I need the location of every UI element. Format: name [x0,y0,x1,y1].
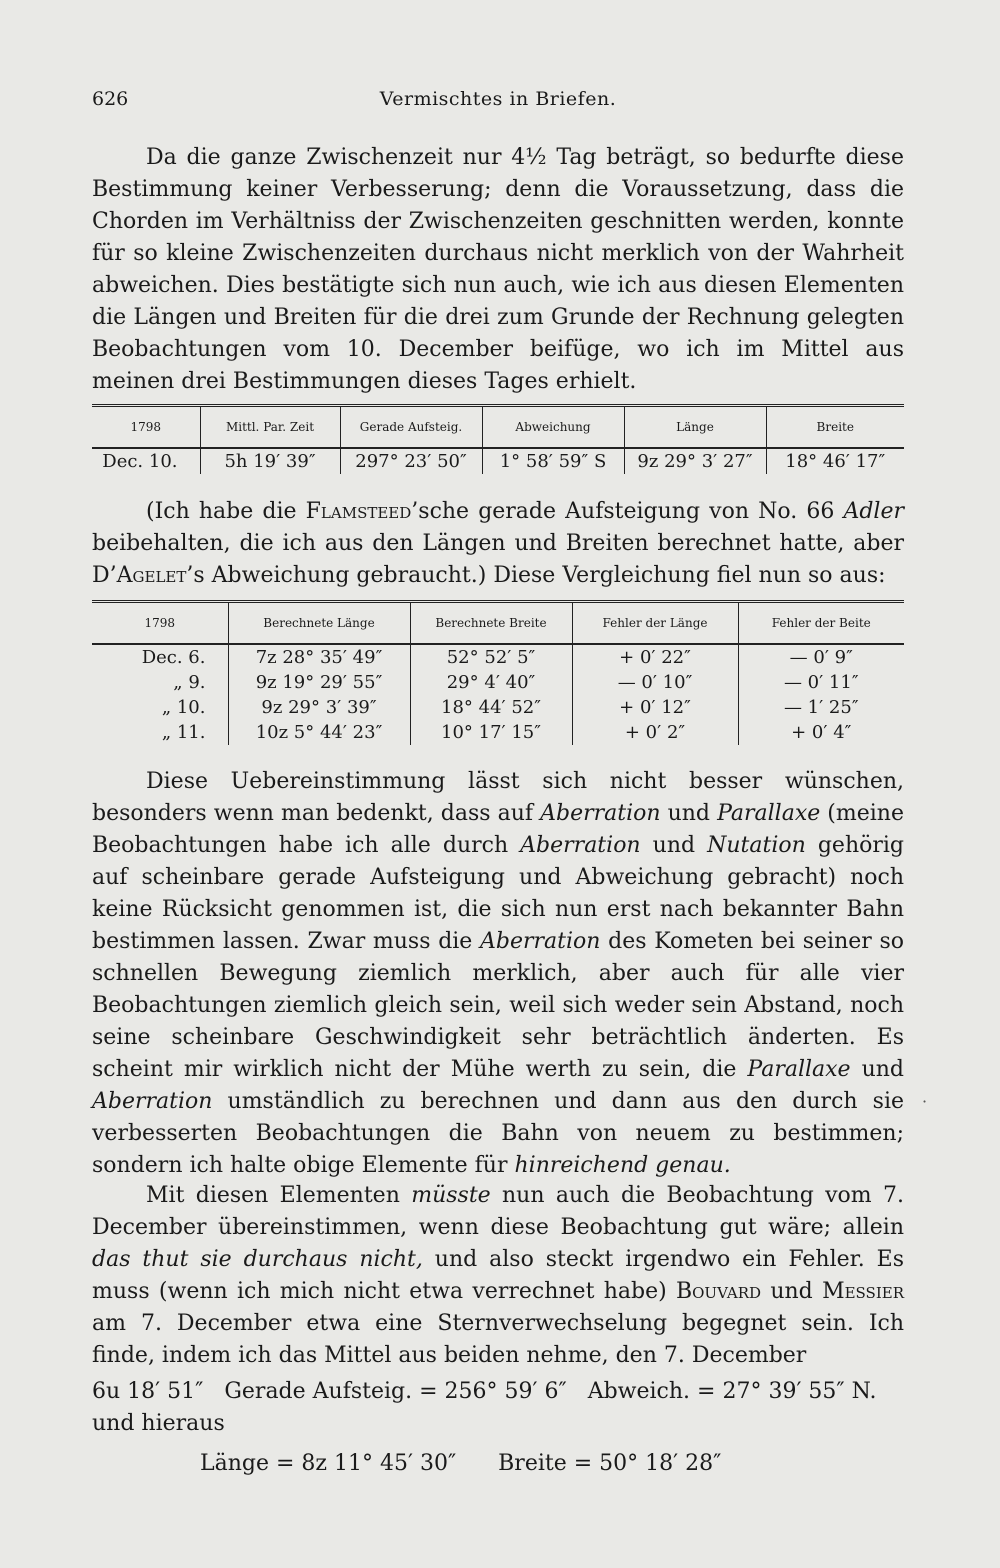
table-cell: 5h 19′ 39″ [200,448,340,474]
emphasis: müsste [411,1183,491,1208]
table-cell: 18° 44′ 52″ [410,695,572,720]
running-title: Vermischtes in Briefen. [379,88,617,110]
table-row [92,695,904,720]
table-cell: 18° 46′ 17″ [766,448,904,474]
table-cell: + 0′ 4″ [738,720,904,745]
table-cell: „ 9. [173,672,206,693]
table-cell: 297° 23′ 50″ [340,448,482,474]
text-run: Diese Uebereinstimmung lässt sich nicht besser wünschen, besonders wenn man bedenkt, dass auf [92,769,904,826]
column-header: Gerade Aufsteig. [340,406,482,449]
table-cell: 10° 17′ 15″ [410,720,572,745]
text-run: umständlich zu berechnen und dann aus den durch sie verbesserten Beobachtungen die Bahn von neuem zu bestimmen; sondern ich halte obige Elemente für [92,1089,904,1178]
emphasis: Aberration [92,1089,213,1114]
table-observation-dec10 [92,404,904,474]
table-cell: + 0′ 22″ [572,644,738,670]
paragraph-2 [92,496,904,592]
text-run: am 7. December etwa eine Sternverwechselung begegnet sein. Ich finde, indem ich das Mittel aus beiden nehme, den 7. December [92,1311,904,1368]
table-cell: 9z 29° 3′ 27″ [624,448,766,474]
text-run: und [850,1057,905,1082]
column-header: Länge [624,406,766,449]
text-run: gehörig auf scheinbare gerade Aufsteigung und Abweichung gebracht) noch keine Rücksicht genommen ist, die sich nun erst nach bekannter Bahn bestimmen lassen. Zwar muss die [92,833,904,954]
person-name: Flamsteed [305,499,412,524]
person-name: Messier [822,1279,904,1304]
table-cell: — 0′ 11″ [738,670,904,695]
text-run: (meine Beobachtungen habe ich alle durch [92,801,904,858]
emphasis: Parallaxe [717,801,821,826]
table-cell: Dec. 10. [92,448,200,474]
table-row [92,720,904,745]
margin-mark: · [922,1092,928,1111]
column-header: Mittl. Par. Zeit [200,406,340,449]
emphasis: hinreichend genau. [514,1153,731,1178]
table-cell: „ 10. [161,697,206,718]
table-cell: 7z 28° 35′ 49″ [228,644,410,670]
table-cell: — 0′ 10″ [572,670,738,695]
table-cell: 10z 5° 44′ 23″ [228,720,410,745]
text-run: und [761,1279,823,1304]
table-cell: + 0′ 12″ [572,695,738,720]
table-cell: — 1′ 25″ [738,695,904,720]
column-header: Berechnete Breite [410,602,572,645]
line-und-hieraus: und hieraus [92,1411,225,1436]
emphasis: Aberration [480,929,601,954]
table-cell: + 0′ 2″ [572,720,738,745]
table-cell: Dec. 6. [92,644,228,670]
table-cell: 52° 52′ 5″ [410,644,572,670]
column-header: 1798 [130,420,162,434]
page-number: 626 [92,88,129,110]
table-cell: 9z 19° 29′ 55″ [228,670,410,695]
column-header: Breite [766,406,904,449]
emphasis: Parallaxe [747,1057,851,1082]
paragraph-1 [92,142,904,398]
text-run: und [660,801,718,826]
table-row [92,644,904,670]
table-cell: 29° 4′ 40″ [410,670,572,695]
text-run: beibehalten, die ich aus den Längen und Breiten berechnet hatte, aber D’ [92,531,904,588]
column-header: Fehler der Beite [738,602,904,645]
text-run: Mit diesen Elementen [146,1183,412,1208]
formula-longitude-latitude: Länge = 8z 11° 45′ 30″ Breite = 50° 18′ 28″ [200,1451,722,1476]
emphasis: Nutation [707,833,806,858]
text-run: ’s Abweichung gebraucht.) Diese Vergleichung fiel nun so aus: [186,563,886,588]
column-header: Fehler der Länge [572,602,738,645]
text-run: nun auch die Beobachtung vom 7. December übereinstimmen, wenn diese Beobachtung gut wäre; allein [92,1183,904,1240]
text-run: und also steckt irgendwo ein Fehler. Es muss (wenn ich mich nicht etwa verrechnet habe) [92,1247,904,1304]
paragraph-3 [92,766,904,1182]
table-cell: „ 11. [161,722,206,743]
paragraph-4 [92,1180,904,1372]
emphasis: Adler [843,499,904,524]
table-row [92,670,904,695]
text-run: (Ich habe die [146,499,306,524]
table-header-row [92,602,904,645]
emphasis: Aberration [520,833,641,858]
emphasis: Aberration [540,801,661,826]
person-name: Agelet [116,563,187,588]
page-header [92,88,904,118]
text-run: ’sche gerade Aufsteigung von No. 66 [411,499,844,524]
column-header: 1798 [144,616,176,630]
table-comparison [92,600,904,745]
table-cell: 1° 58′ 59″ S [482,448,624,474]
text-run: des Kometen bei seiner so schnellen Bewegung ziemlich merklich, aber auch für alle vier Beobachtungen ziemlich gleich sein, weil sich weder sein Abstand, noch seine scheinbare Geschwindigkeit sehr beträchtlich änderten. Es scheint mir wirklich nicht der Mühe werth zu sein, die [92,929,904,1082]
table-row [92,448,904,474]
person-name: Bouvard [675,1279,762,1304]
formula-right-ascension: 6u 18′ 51″ Gerade Aufsteig. = 256° 59′ 6″ Abweich. = 27° 39′ 55″ N. [92,1379,877,1404]
table-cell: 9z 29° 3′ 39″ [228,695,410,720]
column-header: Berechnete Länge [228,602,410,645]
table-cell: — 0′ 9″ [738,644,904,670]
paragraph-1-text: Da die ganze Zwischenzeit nur 4½ Tag beträgt, so bedurfte diese Bestimmung keiner Verbesserung; denn die Voraussetzung, dass die Chorden im Verhältniss der Zwischenzeiten geschnitten werden, konnte für so kleine Zwischenzeiten durchaus nicht merklich von der Wahrheit abweichen. Dies bestätigte sich nun auch, wie ich aus diesen Elementen die Längen und Breiten für die drei zum Grunde der Rechnung gelegten Beobachtungen vom 10. December beifüge, wo ich im Mittel aus meinen drei Bestimmungen dieses Tages erhielt. [92,145,904,394]
text-run: und [640,833,708,858]
column-header: Abweichung [482,406,624,449]
emphasis: das thut sie durchaus nicht, [92,1247,423,1272]
table-header-row [92,406,904,449]
